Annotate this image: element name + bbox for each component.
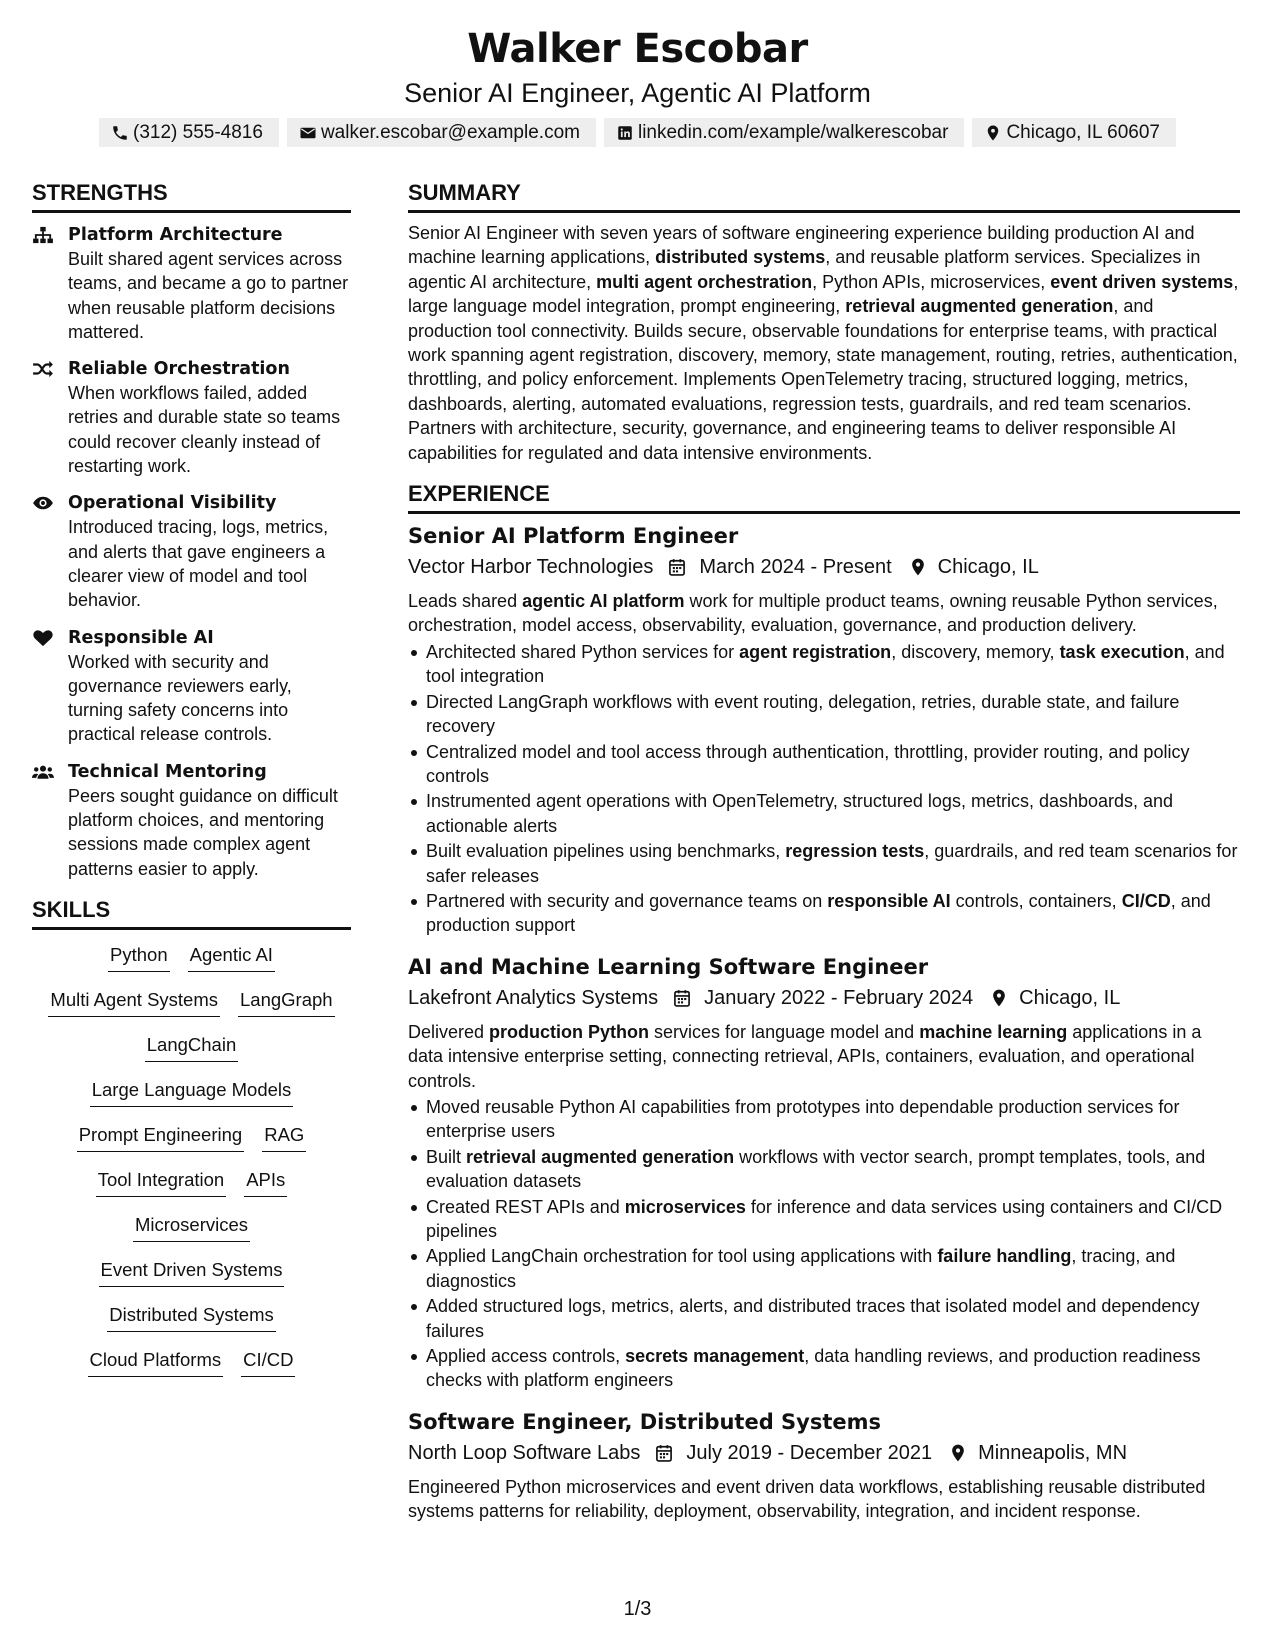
skill-tag: Agentic AI [188, 942, 275, 972]
text-segment: services for language model and [649, 1021, 920, 1042]
summary-heading: SUMMARY [408, 178, 1240, 213]
list-item [408, 839, 1240, 888]
job-company: Lakefront Analytics Systems [408, 986, 659, 1009]
text-segment: Senior AI Engineer with seven years of software engineering experience building production AI and machine learning applications, [408, 223, 1195, 268]
text-segment: Built [426, 1146, 467, 1167]
list-item [408, 1195, 1240, 1244]
text-segment: Added structured logs, metrics, alerts, and distributed traces that isolated model and dependency failures [426, 1296, 1200, 1341]
strength-desc: Peers sought guidance on difficult platform choices, and mentoring sessions made complex agent patterns easier to apply. [68, 785, 338, 879]
calendar-icon [672, 988, 692, 1008]
job-location: Chicago, IL [937, 556, 1039, 579]
job-bullets [408, 640, 1240, 938]
users-icon [32, 763, 54, 781]
text-segment: Applied LangChain orchestration for tool using applications with [426, 1246, 938, 1267]
skill-row [32, 1257, 351, 1302]
emphasis-text: agentic AI platform [522, 591, 685, 612]
text-segment: , data handling reviews, and production readiness checks with platform engineers [426, 1346, 1201, 1391]
job-title: AI and Machine Learning Software Engineer [408, 954, 929, 979]
contact-phone-text: (312) 555-4816 [133, 122, 263, 143]
skill-tag: Cloud Platforms [88, 1347, 224, 1377]
contact-email-text[interactable]: walker.escobar@example.com [320, 122, 580, 143]
skill-tag: Prompt Engineering [77, 1122, 245, 1152]
text-segment: for inference and data services using containers and CI/CD pipelines [426, 1196, 1223, 1241]
job-title: Software Engineer, Distributed Systems [408, 1409, 882, 1434]
skills-list [32, 942, 351, 1392]
text-segment: , large language model integration, prompt engineering, [408, 271, 1239, 317]
skill-tag: Multi Agent Systems [48, 987, 220, 1017]
skill-tag: Event Driven Systems [99, 1257, 285, 1287]
emphasis-text: failure handling [937, 1246, 1072, 1267]
list-item [408, 1344, 1240, 1393]
strengths-heading: STRENGTHS [32, 178, 351, 213]
strength-desc: Worked with security and governance reviewers early, turning safety concerns into practical release controls. [68, 651, 292, 745]
text-segment: Directed LangGraph workflows with event routing, delegation, retries, durable state, and failure recovery [426, 691, 1180, 737]
strength-item [32, 760, 351, 881]
contact-linkedin-text[interactable]: linkedin.com/example/walkerescobar [637, 122, 949, 143]
candidate-title: Senior AI Engineer, Agentic AI Platform [404, 78, 871, 108]
skill-tag: Python [108, 942, 170, 972]
skill-tag: RAG [262, 1122, 306, 1152]
map-pin-icon [989, 988, 1009, 1008]
job-meta [408, 552, 1240, 582]
skill-row [32, 1032, 351, 1077]
list-item [408, 1244, 1240, 1293]
contact-location [972, 118, 1176, 147]
text-segment: applications in a data intensive enterprise setting, connecting retrieval, APIs, containers, evaluation, and operational controls. [408, 1021, 1202, 1091]
list-item [408, 1095, 1240, 1144]
skill-tag: Distributed Systems [107, 1302, 276, 1332]
job-bullets [408, 1095, 1240, 1393]
skill-tag: Large Language Models [90, 1077, 294, 1107]
map-pin-icon [948, 1443, 968, 1463]
list-item [408, 889, 1240, 938]
job-title: Senior AI Platform Engineer [408, 524, 739, 549]
strength-title: Platform Architecture [68, 225, 283, 245]
skill-tag: LangGraph [238, 987, 335, 1017]
strength-desc: Introduced tracing, logs, metrics, and alerts that gave engineers a clearer view of model and tool behavior. [68, 517, 329, 611]
text-segment: , and production tool connectivity. Builds secure, observable foundations for enterprise teams, with practical work spanning agent registration, discovery, memory, state management, routing, retries, authentication, throttling, and policy enforcement. Implements OpenTelemetry tracing, structured logging, metrics, dashboards, alerting, automated evaluations, regression tests, guardrails, and red team scenarios. Partners with architecture, security, governance, and engineering teams to deliver responsible AI capabilities for regulated and data intensive environments. [408, 296, 1238, 463]
list-item [408, 789, 1240, 838]
skill-row [32, 1347, 351, 1392]
emphasis-text: task execution [1059, 641, 1185, 662]
text-segment: Engineered Python microservices and event driven data workflows, establishing reusable distributed systems patterns for reliability, deployment, observability, integration, and incident response. [408, 1476, 1206, 1522]
emphasis-text: secrets management [625, 1346, 805, 1367]
emphasis-text: machine learning [919, 1021, 1068, 1042]
strength-desc: Built shared agent services across teams, and became a go to partner when reusable platform decisions mattered. [68, 249, 349, 342]
text-segment: Instrumented agent operations with OpenTelemetry, structured logs, metrics, dashboards, and actionable alerts [426, 791, 1174, 836]
emphasis-text: multi agent orchestration [596, 271, 813, 292]
strength-title: Technical Mentoring [68, 761, 267, 782]
right-column [408, 178, 1240, 1524]
emphasis-text: retrieval augmented generation [466, 1146, 735, 1167]
text-segment: Built evaluation pipelines using benchmarks, [426, 841, 786, 862]
heart-icon [32, 629, 54, 647]
job-meta [408, 983, 1240, 1013]
list-item [408, 640, 1240, 689]
list-item [408, 690, 1240, 739]
left-column [32, 178, 351, 1392]
skill-row [32, 1302, 351, 1347]
emphasis-text: microservices [624, 1196, 746, 1217]
contact-phone [99, 118, 279, 147]
text-segment: Architected shared Python services for [426, 641, 740, 662]
job-location: Minneapolis, MN [978, 1441, 1128, 1464]
eye-icon [32, 494, 54, 512]
strength-item [32, 357, 351, 478]
job-entry [408, 521, 1240, 938]
strength-title: Responsible AI [68, 627, 214, 648]
experience-heading: EXPERIENCE [408, 479, 1240, 514]
text-segment: Delivered [408, 1021, 490, 1042]
text-segment: , Python APIs, microservices, [812, 271, 1051, 292]
job-entry [408, 1407, 1240, 1524]
skill-tag: LangChain [145, 1032, 239, 1062]
strength-title: Operational Visibility [68, 493, 277, 514]
emphasis-text: agent registration [739, 641, 892, 662]
job-dates: January 2022 - February 2024 [704, 986, 974, 1009]
strength-desc: When workflows failed, added retries and durable state so teams could recover cleanly instead of restarting work. [68, 383, 341, 477]
text-segment: Moved reusable Python AI capabilities from prototypes into dependable production services for enterprise users [426, 1096, 1180, 1142]
job-company: North Loop Software Labs [408, 1441, 641, 1464]
job-dates: March 2024 - Present [699, 556, 892, 579]
candidate-name: Walker Escobar [467, 26, 808, 72]
experience-section [408, 479, 1240, 1524]
contact-bar [0, 118, 1275, 147]
text-segment: controls, containers, [950, 890, 1122, 911]
phone-icon [111, 124, 129, 142]
skill-tag: Tool Integration [96, 1167, 227, 1197]
emphasis-text: retrieval augmented generation [845, 296, 1114, 317]
skill-row [32, 1167, 351, 1212]
linkedin-icon [616, 124, 634, 142]
list-item [408, 740, 1240, 789]
strength-item [32, 223, 351, 344]
job-description [408, 1020, 1240, 1093]
text-segment: , tracing, and diagnostics [426, 1246, 1176, 1291]
skill-tag: APIs [244, 1167, 287, 1197]
summary-text [408, 221, 1240, 465]
contact-location-text: Chicago, IL 60607 [1006, 122, 1160, 143]
contact-linkedin[interactable] [604, 118, 964, 147]
job-company: Vector Harbor Technologies [408, 556, 654, 579]
strength-item [32, 491, 351, 612]
job-meta [408, 1438, 1240, 1468]
shuffle-icon [32, 360, 54, 378]
text-segment: , and production support [426, 890, 1211, 936]
skills-section [32, 895, 351, 1392]
emphasis-text: CI/CD [1121, 890, 1171, 911]
text-segment: , guardrails, and red team scenarios for safer releases [426, 841, 1238, 886]
text-segment: Created REST APIs and [426, 1196, 625, 1217]
emphasis-text: event driven systems [1050, 271, 1234, 292]
emphasis-text: responsible AI [827, 890, 951, 911]
job-list [408, 521, 1240, 1524]
map-pin-icon [908, 557, 928, 577]
page-number: 1/3 [623, 1598, 652, 1620]
calendar-icon [654, 1443, 674, 1463]
sitemap-icon [32, 226, 54, 244]
list-item [408, 1294, 1240, 1343]
strengths-list [32, 223, 351, 881]
emphasis-text: production Python [489, 1021, 650, 1042]
text-segment: Leads shared [408, 591, 523, 612]
list-item [408, 1145, 1240, 1194]
resume-header [0, 22, 1275, 147]
emphasis-text: distributed systems [655, 247, 826, 268]
skill-row [32, 942, 351, 987]
text-segment: workflows with vector search, prompt templates, tools, and evaluation datasets [426, 1146, 1206, 1192]
skill-row [32, 1212, 351, 1257]
contact-email[interactable] [287, 118, 596, 147]
text-segment: Applied access controls, [426, 1346, 626, 1367]
job-location: Chicago, IL [1019, 986, 1121, 1009]
envelope-icon [299, 124, 317, 142]
skill-tag: CI/CD [241, 1347, 295, 1377]
job-dates: July 2019 - December 2021 [686, 1441, 933, 1464]
text-segment: Centralized model and tool access through authentication, throttling, provider routing, and policy controls [426, 741, 1190, 786]
skill-row [32, 987, 351, 1032]
calendar-icon [667, 557, 687, 577]
map-pin-icon [984, 124, 1002, 142]
skill-tag: Microservices [133, 1212, 250, 1242]
strength-item [32, 626, 351, 747]
job-description [408, 1475, 1240, 1524]
text-segment: , and tool integration [426, 641, 1225, 687]
strength-title: Reliable Orchestration [68, 359, 290, 380]
job-entry [408, 952, 1240, 1393]
text-segment: , discovery, memory, [891, 641, 1060, 662]
job-description [408, 589, 1240, 638]
skill-row [32, 1122, 351, 1167]
text-segment: , and reusable platform services. Specializes in agentic AI architecture, [408, 247, 1201, 292]
skills-heading: SKILLS [32, 895, 351, 930]
text-segment: Partnered with security and governance teams on [426, 890, 828, 911]
skill-row [32, 1077, 351, 1122]
emphasis-text: regression tests [785, 841, 925, 862]
text-segment: work for multiple product teams, owning reusable Python services, orchestration, model access, observability, evaluation, governance, and production delivery. [408, 591, 1218, 636]
